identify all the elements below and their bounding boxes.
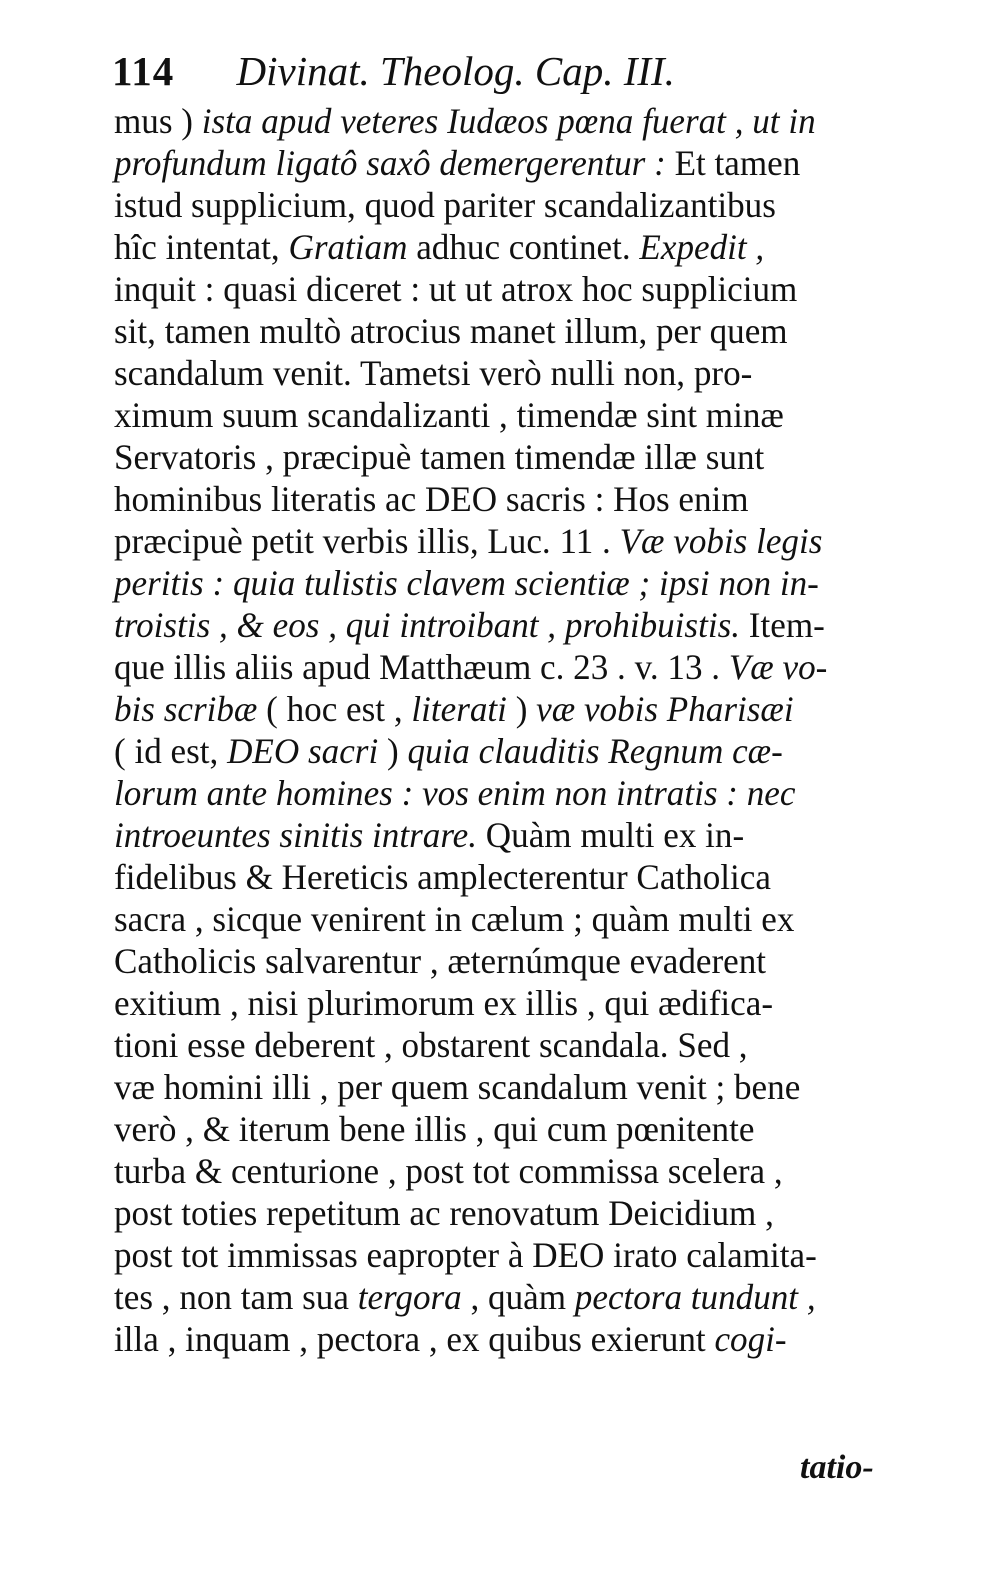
- text-segment: exitium , nisi plurimorum ex illis , qui ædifica-: [114, 983, 774, 1023]
- text-segment: post toties repetitum ac renovatum Deicidium ,: [114, 1193, 774, 1233]
- text-segment: tes , non tam sua: [114, 1277, 358, 1317]
- text-segment: Servatoris , præcipuè tamen timendæ illæ sunt: [114, 437, 765, 477]
- text-line: [114, 1108, 894, 1150]
- italic-text-segment: tergora: [357, 1277, 462, 1317]
- text-segment: Catholicis salvarentur , æternúmque evaderent: [114, 941, 767, 981]
- italic-text-segment: pectora tundunt ,: [574, 1277, 816, 1317]
- text-line: [114, 520, 894, 562]
- italic-text-segment: profundum ligatô saxô demergerentur :: [114, 143, 666, 183]
- text-line: [114, 310, 894, 352]
- text-segment: ( id est,: [114, 731, 228, 771]
- text-segment: , quàm: [461, 1277, 575, 1317]
- text-line: [114, 478, 894, 520]
- text-segment: illa , inquam , pectora , ex quibus exierunt: [114, 1319, 715, 1359]
- text-segment: que illis aliis apud Matthæum c. 23 . v. 13 .: [114, 647, 729, 687]
- italic-text-segment: Gratiam: [288, 227, 408, 267]
- text-segment: Item-: [740, 605, 825, 645]
- text-segment: fidelibus & Hereticis amplecterentur Catholica: [114, 857, 771, 897]
- text-line: [114, 982, 894, 1024]
- text-line: [114, 268, 894, 310]
- text-line: [114, 436, 894, 478]
- text-line: [114, 394, 894, 436]
- text-line: [114, 772, 894, 814]
- text-line: [114, 562, 894, 604]
- text-segment: sit, tamen multò atrocius manet illum, per quem: [114, 311, 788, 351]
- italic-text-segment: quia clauditis Regnum cæ-: [407, 731, 783, 771]
- text-segment: istud supplicium, quod pariter scandalizantibus: [114, 185, 776, 225]
- catchword: tatio-: [800, 1449, 874, 1486]
- italic-text-segment: Expedit ,: [639, 227, 765, 267]
- italic-text-segment: peritis : quia tulistis clavem scientiæ ; ipsi non in-: [114, 563, 819, 603]
- italic-text-segment: bis scribæ: [114, 689, 258, 729]
- text-segment: sacra , sicque venirent in cælum ; quàm multi ex: [114, 899, 795, 939]
- text-line: [114, 1066, 894, 1108]
- text-segment: præcipuè petit verbis illis, Luc. 11 .: [114, 521, 620, 561]
- text-line: [114, 1024, 894, 1066]
- italic-text-segment: DEO sacri: [227, 731, 379, 771]
- text-line: [114, 604, 894, 646]
- text-line: [114, 184, 894, 226]
- italic-text-segment: ista apud veteres Iudæos pœna fuerat , ut in: [201, 101, 816, 141]
- text-segment: adhuc continet.: [407, 227, 640, 267]
- text-line: [114, 1276, 894, 1318]
- text-line: [114, 226, 894, 268]
- italic-text-segment: troistis , & eos , qui introibant , prohibuistis.: [114, 605, 741, 645]
- italic-text-segment: literati: [411, 689, 507, 729]
- text-segment: post tot immissas eapropter à DEO irato calamita-: [114, 1235, 817, 1275]
- text-segment: turba & centurione , post tot commissa scelera ,: [114, 1151, 783, 1191]
- text-segment: Et tamen: [665, 143, 801, 183]
- text-line: [114, 688, 894, 730]
- text-line: [114, 1150, 894, 1192]
- text-line: [114, 730, 894, 772]
- text-segment: ): [378, 731, 408, 771]
- text-line: [114, 814, 894, 856]
- text-segment: verò , & iterum bene illis , qui cum pœnitente: [114, 1109, 755, 1149]
- text-segment: ( hoc est ,: [257, 689, 412, 729]
- text-line: [114, 940, 894, 982]
- page-number: 114: [112, 48, 175, 94]
- text-segment: mus ): [114, 101, 202, 141]
- text-line: [114, 100, 894, 142]
- text-line: [114, 142, 894, 184]
- text-segment: Quàm multi ex in-: [477, 815, 745, 855]
- text-segment: hîc intentat,: [114, 227, 289, 267]
- text-segment: tioni esse deberent , obstarent scandala. Sed ,: [114, 1025, 748, 1065]
- running-head: Divinat. Theolog. Cap. III.: [236, 48, 675, 94]
- text-segment: ): [506, 689, 537, 729]
- text-line: [114, 352, 894, 394]
- text-line: [114, 1318, 894, 1360]
- text-line: [114, 1192, 894, 1234]
- italic-text-segment: lorum ante homines : vos enim non intratis : nec: [114, 773, 796, 813]
- text-line: [114, 856, 894, 898]
- text-segment: scandalum venit. Tametsi verò nulli non, pro-: [114, 353, 753, 393]
- text-segment: væ homini illi , per quem scandalum venit ; bene: [114, 1067, 801, 1107]
- text-line: [114, 898, 894, 940]
- italic-text-segment: cogi-: [714, 1319, 787, 1359]
- italic-text-segment: introeuntes sinitis intrare.: [114, 815, 478, 855]
- body-text: [114, 100, 914, 1360]
- text-line: [114, 646, 894, 688]
- text-segment: ximum suum scandalizanti , timendæ sint minæ: [114, 395, 784, 435]
- text-segment: inquit : quasi diceret : ut ut atrox hoc supplicium: [114, 269, 798, 309]
- italic-text-segment: Væ vobis legis: [619, 521, 823, 561]
- text-line: [114, 1234, 894, 1276]
- italic-text-segment: Væ vo-: [728, 647, 828, 687]
- text-segment: hominibus literatis ac DEO sacris : Hos enim: [114, 479, 749, 519]
- page-header: [112, 46, 912, 96]
- italic-text-segment: væ vobis Pharisæi: [536, 689, 794, 729]
